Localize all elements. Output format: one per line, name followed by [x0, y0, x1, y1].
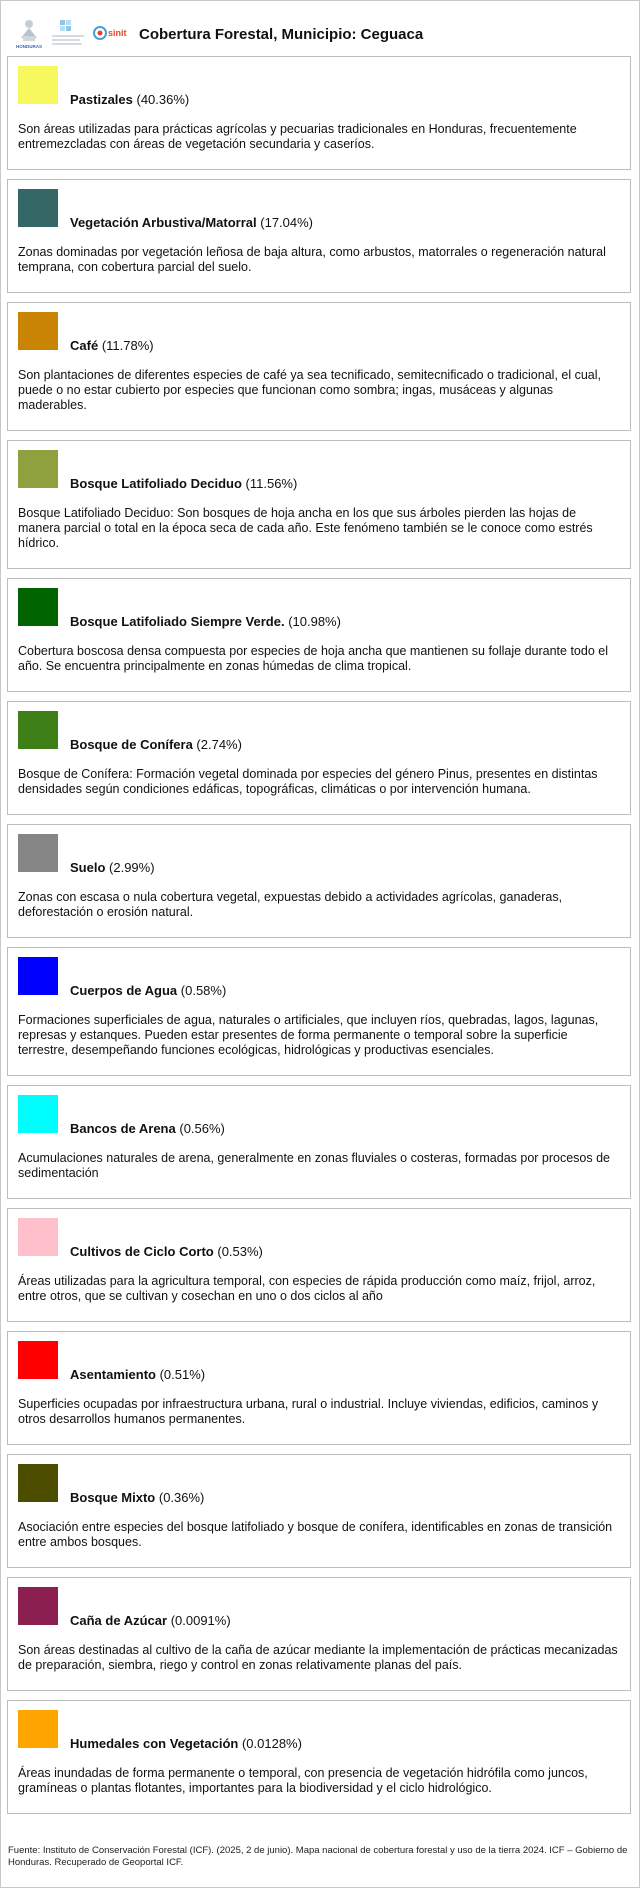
- legend-card: [7, 701, 631, 815]
- legend-percentage: (11.78%): [101, 338, 154, 353]
- legend-title: [70, 1490, 204, 1505]
- legend-percentage: (17.04%): [260, 215, 314, 230]
- legend-category-name: Pastizales: [70, 92, 133, 107]
- legend-card-header: [18, 66, 620, 107]
- legend-description: Son áreas destinadas al cultivo de la caña de azúcar mediante la implementación de prácticas mecanizadas de preparación, siembra, riego y control en zonas relativamente planas del país.: [18, 1643, 618, 1672]
- legend-title: [70, 1121, 225, 1136]
- legend-list: [7, 56, 631, 1823]
- legend-card: [7, 1331, 631, 1445]
- legend-category-name: Vegetación Arbustiva/Matorral: [70, 215, 257, 230]
- legend-title: [70, 1367, 205, 1382]
- legend-category-name: Cultivos de Ciclo Corto: [70, 1244, 214, 1259]
- legend-card-header: [18, 588, 620, 629]
- legend-description: Superficies ocupadas por infraestructura urbana, rural o industrial. Incluye viviendas, edificios, caminos y otros desarrollos humanos permanentes.: [18, 1397, 599, 1426]
- legend-category-name: Café: [70, 338, 99, 353]
- color-swatch: [18, 957, 58, 995]
- legend-category-name: Bosque Latifoliado Deciduo: [70, 476, 242, 491]
- legend-category-name: Cuerpos de Agua: [70, 983, 178, 998]
- legend-title: [70, 476, 297, 491]
- color-swatch: [18, 834, 58, 872]
- legend-description: Cobertura boscosa densa compuesta por especies de hoja ancha que mantienen su follaje durante todo el año. Se encuentra principalmente en zonas húmedas de clima tropical.: [18, 644, 608, 673]
- color-swatch: [18, 1587, 58, 1625]
- legend-title: [70, 983, 226, 998]
- legend-title: [70, 92, 189, 107]
- honduras-government-logo-icon: [14, 16, 44, 50]
- legend-category-name: Bancos de Arena: [70, 1121, 176, 1136]
- legend-card: [7, 56, 631, 170]
- color-swatch: [18, 1710, 58, 1748]
- legend-title: [70, 860, 155, 875]
- legend-description: Áreas inundadas de forma permanente o temporal, con presencia de vegetación hidrófila como juncos, gramíneas o plantas flotantes, importantes para la biodiversidad y el ciclo hidrológico.: [18, 1766, 588, 1795]
- logo-honduras-text: HONDURAS: [15, 44, 43, 49]
- ministry-logo-icon: [48, 18, 88, 50]
- legend-description: Bosque Latifoliado Deciduo: Son bosques de hoja ancha en los que sus árboles pierden las hojas de manera parcial o total en la época seca de cada año. Este fenómeno también se le conoce como estrés hídrico.: [18, 506, 593, 550]
- legend-category-name: Bosque Mixto: [70, 1490, 156, 1505]
- sinit-logo-icon: [92, 22, 140, 44]
- legend-title: [70, 338, 154, 353]
- legend-category-name: Humedales con Vegetación: [70, 1736, 239, 1751]
- legend-description: Formaciones superficiales de agua, naturales o artificiales, que incluyen ríos, quebradas, lagos, lagunas, represas y estanques. Pueden estar presentes de forma permanente o temporal sobre la superficie terrestre, desempeñando funciones ecológicas, hidrológicas y productivas esenciales.: [18, 1013, 599, 1057]
- legend-title: [70, 215, 313, 230]
- legend-percentage: (0.0128%): [241, 1736, 302, 1751]
- legend-card-header: [18, 834, 620, 875]
- legend-category-name: Suelo: [70, 860, 106, 875]
- legend-percentage: (0.56%): [179, 1121, 225, 1136]
- color-swatch: [18, 450, 58, 488]
- legend-percentage: (40.36%): [136, 92, 190, 107]
- page-title: Cobertura Forestal, Municipio: Ceguaca: [139, 26, 424, 43]
- legend-percentage: (2.99%): [109, 860, 155, 875]
- legend-percentage: (0.36%): [158, 1490, 205, 1505]
- color-swatch: [18, 1095, 58, 1133]
- legend-title: [70, 614, 341, 629]
- legend-card: [7, 1700, 631, 1814]
- legend-card-header: [18, 1587, 620, 1628]
- legend-card-header: [18, 1341, 620, 1382]
- color-swatch: [18, 312, 58, 350]
- logo-group: [12, 16, 132, 52]
- legend-card: [7, 1454, 631, 1568]
- legend-category-name: Caña de Azúcar: [70, 1613, 168, 1628]
- legend-card-header: [18, 312, 620, 353]
- source-footer: Fuente: Instituto de Conservación Forestal (ICF). (2025, 2 de junio). Mapa nacional de cobertura forestal y uso de la tierra 2024. ICF – Gobierno de Honduras. Recuperado de Geoportal ICF.: [8, 1845, 628, 1868]
- legend-card: [7, 1208, 631, 1322]
- legend-description: Zonas con escasa o nula cobertura vegetal, expuestas debido a actividades agrícolas, ganaderas, deforestación o erosión natural.: [18, 890, 563, 919]
- legend-title: [70, 1736, 302, 1751]
- color-swatch: [18, 189, 58, 227]
- legend-card: [7, 1577, 631, 1691]
- legend-description: Bosque de Conífera: Formación vegetal dominada por especies del género Pinus, presentes en distintas densidades según condiciones edáficas, topográficas, climáticas o por intervención humana.: [18, 767, 598, 796]
- legend-percentage: (0.51%): [159, 1367, 206, 1382]
- legend-percentage: (10.98%): [288, 614, 341, 629]
- legend-card: [7, 440, 631, 569]
- legend-card: [7, 824, 631, 938]
- legend-card: [7, 1085, 631, 1199]
- legend-card-header: [18, 189, 620, 230]
- legend-card-header: [18, 1710, 620, 1751]
- legend-percentage: (2.74%): [196, 737, 242, 752]
- legend-card-header: [18, 450, 620, 491]
- color-swatch: [18, 1464, 58, 1502]
- color-swatch: [18, 1341, 58, 1379]
- legend-percentage: (11.56%): [245, 476, 298, 491]
- legend-card-header: [18, 711, 620, 752]
- legend-description: Son áreas utilizadas para prácticas agrícolas y pecuarias tradicionales en Honduras, frecuentemente entremezcladas con áreas de vegetación secundaria y caseríos.: [18, 122, 577, 151]
- color-swatch: [18, 1218, 58, 1256]
- legend-percentage: (0.0091%): [170, 1613, 231, 1628]
- color-swatch: [18, 588, 58, 626]
- legend-card: [7, 179, 631, 293]
- header: [12, 14, 626, 54]
- color-swatch: [18, 66, 58, 104]
- legend-title: [70, 1613, 231, 1628]
- legend-percentage: (0.53%): [217, 1244, 263, 1259]
- legend-description: Áreas utilizadas para la agricultura temporal, con especies de rápida producción como maíz, frijol, arroz, entre otros, que se cultivan y cosechan en uno o dos ciclos al año: [18, 1274, 596, 1303]
- legend-description: Acumulaciones naturales de arena, generalmente en zonas fluviales o costeras, formadas por procesos de sedimentación: [18, 1151, 611, 1180]
- legend-title: [70, 1244, 263, 1259]
- legend-card-header: [18, 1218, 620, 1259]
- legend-card-header: [18, 1464, 620, 1505]
- legend-category-name: Bosque de Conífera: [70, 737, 193, 752]
- legend-category-name: Asentamiento: [70, 1367, 156, 1382]
- legend-description: Son plantaciones de diferentes especies de café ya sea tecnificado, semitecnificado o tradicional, el cual, puede o no estar cubierto por especies que funcionan como sombra; ingas, musáceas y algunas maderables.: [18, 368, 601, 412]
- legend-card: [7, 578, 631, 692]
- color-swatch: [18, 711, 58, 749]
- legend-card: [7, 947, 631, 1076]
- legend-description: Zonas dominadas por vegetación leñosa de baja altura, como arbustos, matorrales o regeneración natural temprana, con cobertura parcial del suelo.: [18, 245, 606, 274]
- legend-title: [70, 737, 242, 752]
- legend-card: [7, 302, 631, 431]
- legend-category-name: Bosque Latifoliado Siempre Verde.: [70, 614, 285, 629]
- legend-card-header: [18, 1095, 620, 1136]
- legend-percentage: (0.58%): [180, 983, 227, 998]
- legend-description: Asociación entre especies del bosque latifoliado y bosque de conífera, identificables en zonas de transición entre ambos bosques.: [18, 1520, 613, 1549]
- logo-sinit-text: sinit: [108, 28, 127, 38]
- legend-card-header: [18, 957, 620, 998]
